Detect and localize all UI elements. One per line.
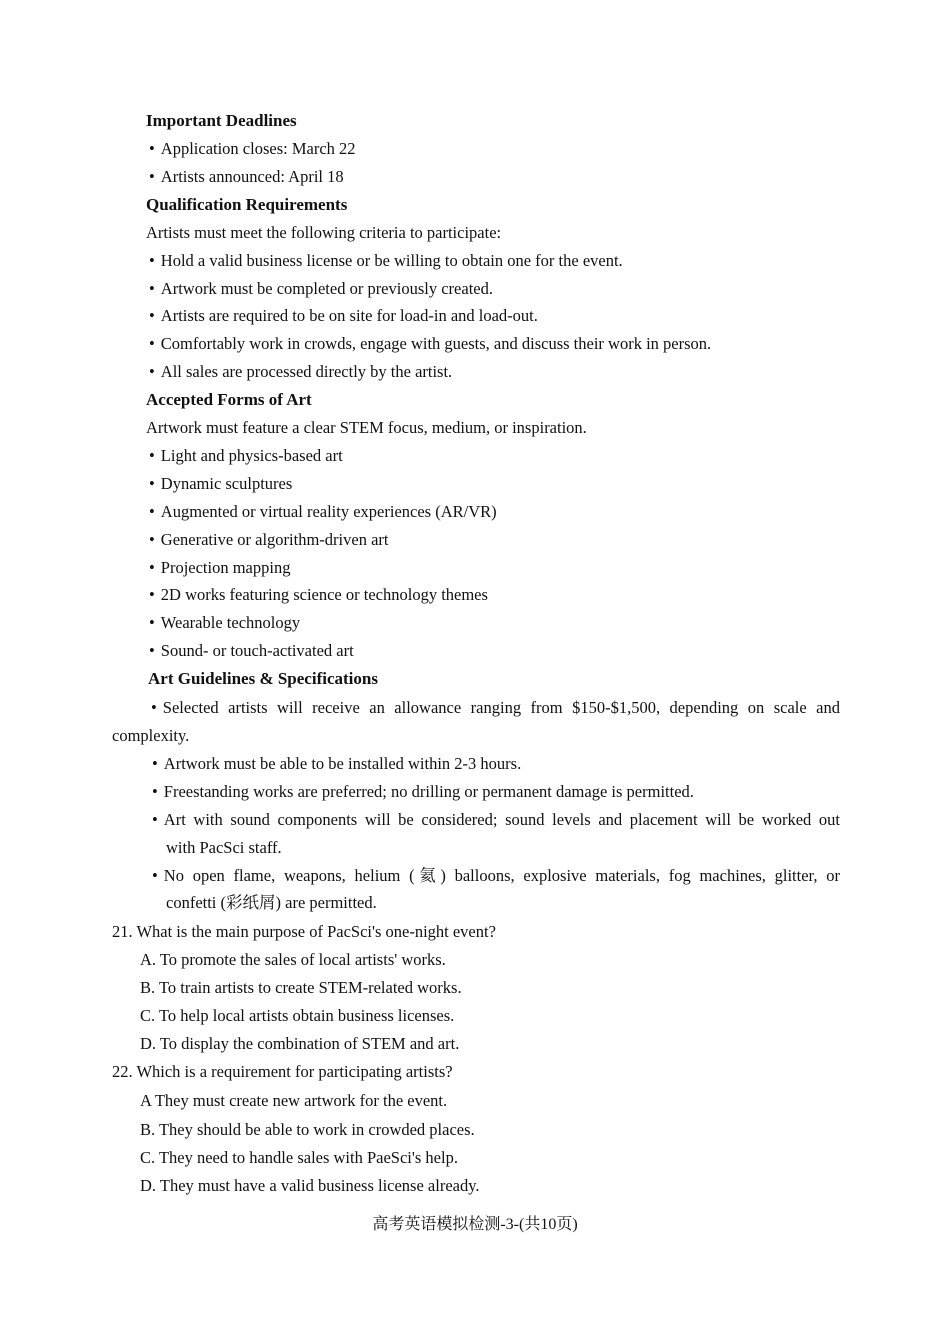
section-heading-deadlines: Important Deadlines [146,111,297,130]
list-item: • Projection mapping [149,558,290,578]
page-footer: 高考英语模拟检测-3-(共10页) [372,1216,578,1233]
list-item: • All sales are processed directly by the artist. [149,362,452,382]
list-item: • No open flame, weapons, helium (氦) balloons, explosive materials, fog machines, glitter, or [152,866,840,886]
question-22 [112,1062,453,1082]
list-item-continuation: with PacSci staff. [166,838,282,857]
answer-option: A. To promote the sales of local artists' works. [140,950,446,969]
list-item: • Comfortably work in crowds, engage with guests, and discuss their work in person. [149,334,711,354]
answer-option: A They must create new artwork for the event. [140,1091,448,1110]
list-item: • Generative or algorithm-driven art [149,530,388,550]
question-21 [112,922,496,942]
answer-option: B. They should be able to work in crowded places. [140,1120,475,1139]
list-item: • Artists announced: April 18 [149,167,344,187]
list-item: • Artwork must be completed or previously created. [149,279,493,299]
list-item: • Selected artists will receive an allowance ranging from $150-$1,500, depending on scale and [151,698,840,718]
answer-option: D. They must have a valid business license already. [140,1176,480,1195]
list-item: • Dynamic sculptures [149,474,292,494]
section-heading-forms: Accepted Forms of Art [146,390,312,409]
list-item: • Augmented or virtual reality experiences (AR/VR) [149,502,497,522]
list-item-continuation: complexity. [112,726,190,745]
list-item: • Art with sound components will be considered; sound levels and placement will be worked out [152,810,840,830]
list-item: • 2D works featuring science or technology themes [149,585,488,605]
answer-option: C. To help local artists obtain business licenses. [140,1006,455,1025]
question-number: 21. [112,922,133,941]
list-item: • Sound- or touch-activated art [149,641,354,661]
list-item: • Light and physics-based art [149,446,343,466]
list-item-continuation: confetti (彩纸屑) are permitted. [166,893,377,912]
list-item: • Hold a valid business license or be willing to obtain one for the event. [149,251,623,271]
section-heading-qualification: Qualification Requirements [146,195,348,214]
answer-option: B. To train artists to create STEM-related works. [140,978,462,997]
list-item: • Freestanding works are preferred; no drilling or permanent damage is permitted. [152,782,694,802]
question-text: What is the main purpose of PacSci's one-night event? [136,922,496,941]
list-item: • Application closes: March 22 [149,139,356,159]
answer-option: C. They need to handle sales with PaeSci's help. [140,1148,458,1167]
section-intro: Artwork must feature a clear STEM focus, medium, or inspiration. [146,418,587,437]
section-intro: Artists must meet the following criteria to participate: [146,223,502,242]
list-item: • Wearable technology [149,613,300,633]
answer-option: D. To display the combination of STEM and art. [140,1034,460,1053]
question-number: 22. [112,1062,133,1081]
question-text: Which is a requirement for participating artists? [136,1062,453,1081]
section-heading-guidelines: Art Guidelines & Specifications [148,669,378,688]
list-item: • Artists are required to be on site for load-in and load-out. [149,306,538,326]
list-item: • Artwork must be able to be installed within 2-3 hours. [152,754,521,774]
